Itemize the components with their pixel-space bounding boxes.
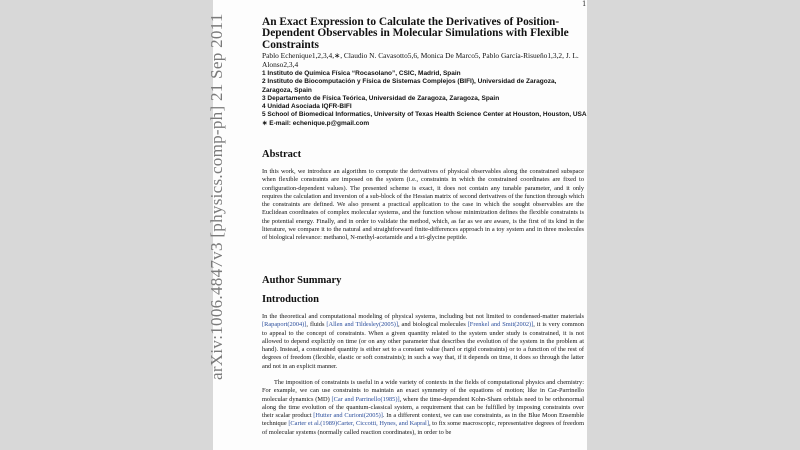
citation-link[interactable]: [Hutter and Curioni(2005)] [313, 412, 383, 420]
page-number: 1 [582, 0, 587, 8]
affiliation-item: 4 Unidad Asociada IQFR-BIFI [262, 103, 352, 111]
citation-link[interactable]: [Rapaport(2004)] [262, 321, 307, 329]
introduction-heading: Introduction [262, 294, 319, 305]
contact-email[interactable]: ∗ E-mail: echenique.p@gmail.com [262, 119, 370, 127]
paper-page [213, 0, 587, 450]
arxiv-identifier-stamp: arXiv:1006.4847v3 [physics.comp-ph] 21 Sep 2011 [207, 13, 226, 380]
affiliation-item: 2 Instituto de Biocomputación y Física de Sistemas Complejos (BIFI), Universidad de Zaragoza, Zaragoza, Spain [262, 78, 557, 94]
citation-link[interactable]: [Frenkel and Smit(2002)] [467, 321, 534, 329]
affiliation-item: 3 Departamento de Física Teórica, Universidad de Zaragoza, Zaragoza, Spain [262, 94, 500, 102]
author-summary-heading: Author Summary [262, 275, 342, 286]
abstract-heading: Abstract [262, 149, 302, 160]
citation-link[interactable]: [Car and Parrinello(1985)] [331, 395, 400, 403]
paper-title: An Exact Expression to Calculate the Derivatives of Position-Dependent Observables in Molecular Simulations with Flexible Constraints [262, 16, 569, 51]
author-list: Pablo Echenique1,2,3,4,∗, Claudio N. Cavasotto5,6, Monica De Marco5, Pablo García-Risueño1,3,2, J. L. Alonso2,3,4 [262, 51, 579, 69]
citation-link[interactable]: [Carter et al.(1989)Carter, Ciccotti, Hynes, and Kapral] [288, 420, 429, 428]
intro-paragraph-2: The imposition of constraints is useful in a wide variety of contexts in the fields of computational physics and chemistry: For example, we can use constraints to maintain an exact symmetry of the equations of motion; like in Car-Parrinello molecular dynamics (MD) [Car and Parrinello(1985)], where the time-dependent Kohn-Sham orbitals need to be orthonormal along the time evolution of the quantum-classical system, a requirement that can be fulfilled by imposing constraints over their scalar product [Hutter and Curioni(2005)]. In a different context, we can use constraints, as in the Blue Moon Ensemble technique [Carter et al.(1989)Carter, Ciccotti, Hynes, and Kapral], to fix some macroscopic, representative degrees of freedom of molecular systems (normally called reaction coordinates), in order to be [262, 379, 585, 436]
intro-paragraph-1: In the theoretical and computational modeling of physical systems, including but not limited to condensed-matter materials [Rapaport(2004)], fluids [Allen and Tildesley(2005)], and biological molecules [Frenkel and Smit(2002)], it is very common to appeal to the concept of constraints. When a given quantity related to the system under study is constrained, it is not allowed to depend explicitly on time (or on any other parameter that describes the evolution of the system in the problem at hand). Instead, a constrained quantity is either set to a constant value (hard or rigid constraints) or to a function of the rest of degrees of freedom (flexible, elastic or soft constraints); in such a way that, if it depends on time, it does so through the latter and not in an explicit manner. [262, 313, 584, 370]
abstract-text: In this work, we introduce an algorithm to compute the derivatives of physical observables along the constrained subspace when flexible constraints are imposed on the system (i.e., constraints in which the constrained coordinates are fixed to configuration-dependent values). The presented scheme is exact, it does not contain any tunable parameter, and it only requires the calculation and inversion of a sub-block of the Hessian matrix of second derivatives of the function through which the constraints are defined. We also present a practical application to the case in which the sought observables are the Euclidean coordinates of complex molecular systems, and the function whose minimization defines the flexible constraints is the potential energy. Finally, and in order to validate the method, which, as far as we are aware, is the first of its kind in the literature, we compare it to the natural and straightforward finite-differences approach in a toy system and in three molecules of biological relevance: methanol, N-methyl-acetamide and a tri-glycine peptide. [262, 168, 584, 242]
viewer-left-gutter [0, 0, 213, 450]
viewer-right-gutter [587, 0, 800, 450]
affiliation-item: 5 School of Biomedical Informatics, University of Texas Health Science Center at Houston, Houston, USA [262, 111, 587, 119]
citation-link[interactable]: [Allen and Tildesley(2005)] [326, 321, 398, 329]
affiliation-list [262, 70, 587, 128]
affiliation-item: 1 Instituto de Química Física “Rocasolano”, CSIC, Madrid, Spain [262, 70, 461, 77]
